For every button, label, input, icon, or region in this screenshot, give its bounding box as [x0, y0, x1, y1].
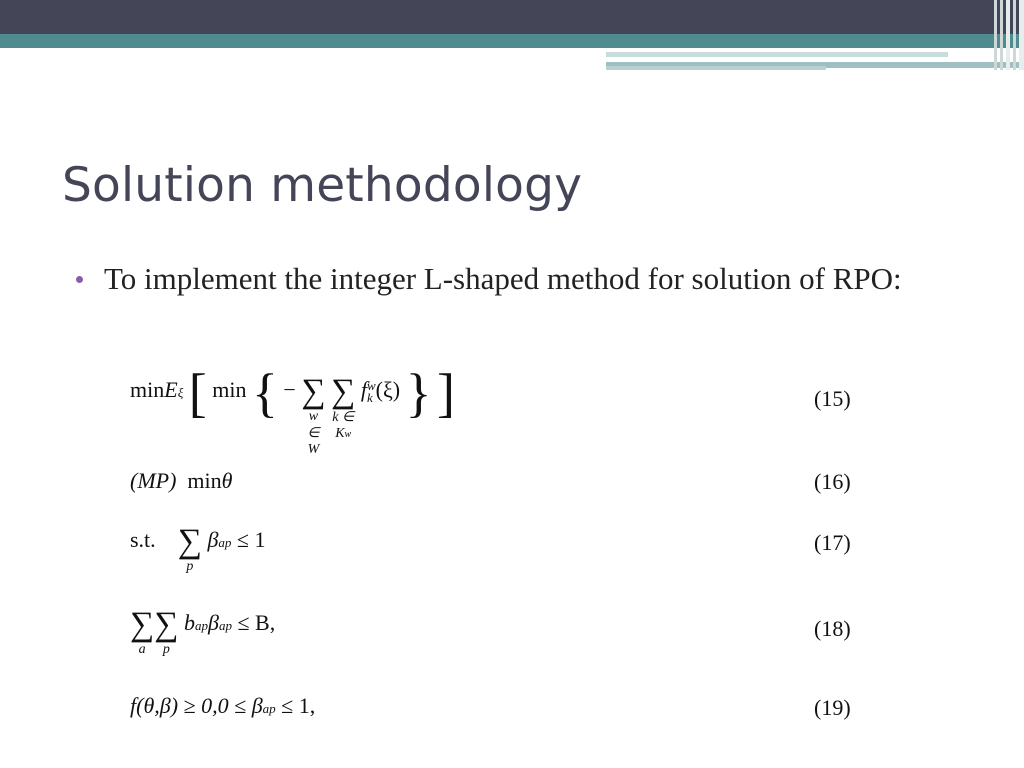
- equation-number: (19): [814, 695, 851, 720]
- equation-number: (18): [814, 616, 851, 641]
- header-dark-band: [0, 0, 1024, 34]
- header-edge-bars: [994, 0, 1024, 70]
- equation-15: minEξ [ min { − ∑ w ∈ W ∑ k ∈ Kw fw k (ξ) } ]: [130, 363, 455, 457]
- slide-title: Solution methodology: [62, 158, 583, 213]
- bullet-dot-icon: [76, 276, 83, 283]
- equation-number: (16): [814, 469, 851, 494]
- equation-18: ∑ a ∑ p bapβap ≤ B,: [130, 606, 276, 657]
- header-teal-band: [0, 34, 1024, 48]
- equation-19: f(θ,β) ≥ 0,0 ≤ βap ≤ 1,: [130, 693, 316, 718]
- header-light-strip: [606, 52, 948, 57]
- equation-16: (MP) minθ: [130, 468, 233, 493]
- header-light-strip: [606, 66, 826, 70]
- equation-number: (15): [814, 386, 851, 411]
- bullet-text: To implement the integer L-shaped method for solution of RPO:: [104, 261, 902, 296]
- equation-number: (17): [814, 530, 851, 555]
- equation-17: s.t. ∑ p βap ≤ 1: [130, 523, 266, 574]
